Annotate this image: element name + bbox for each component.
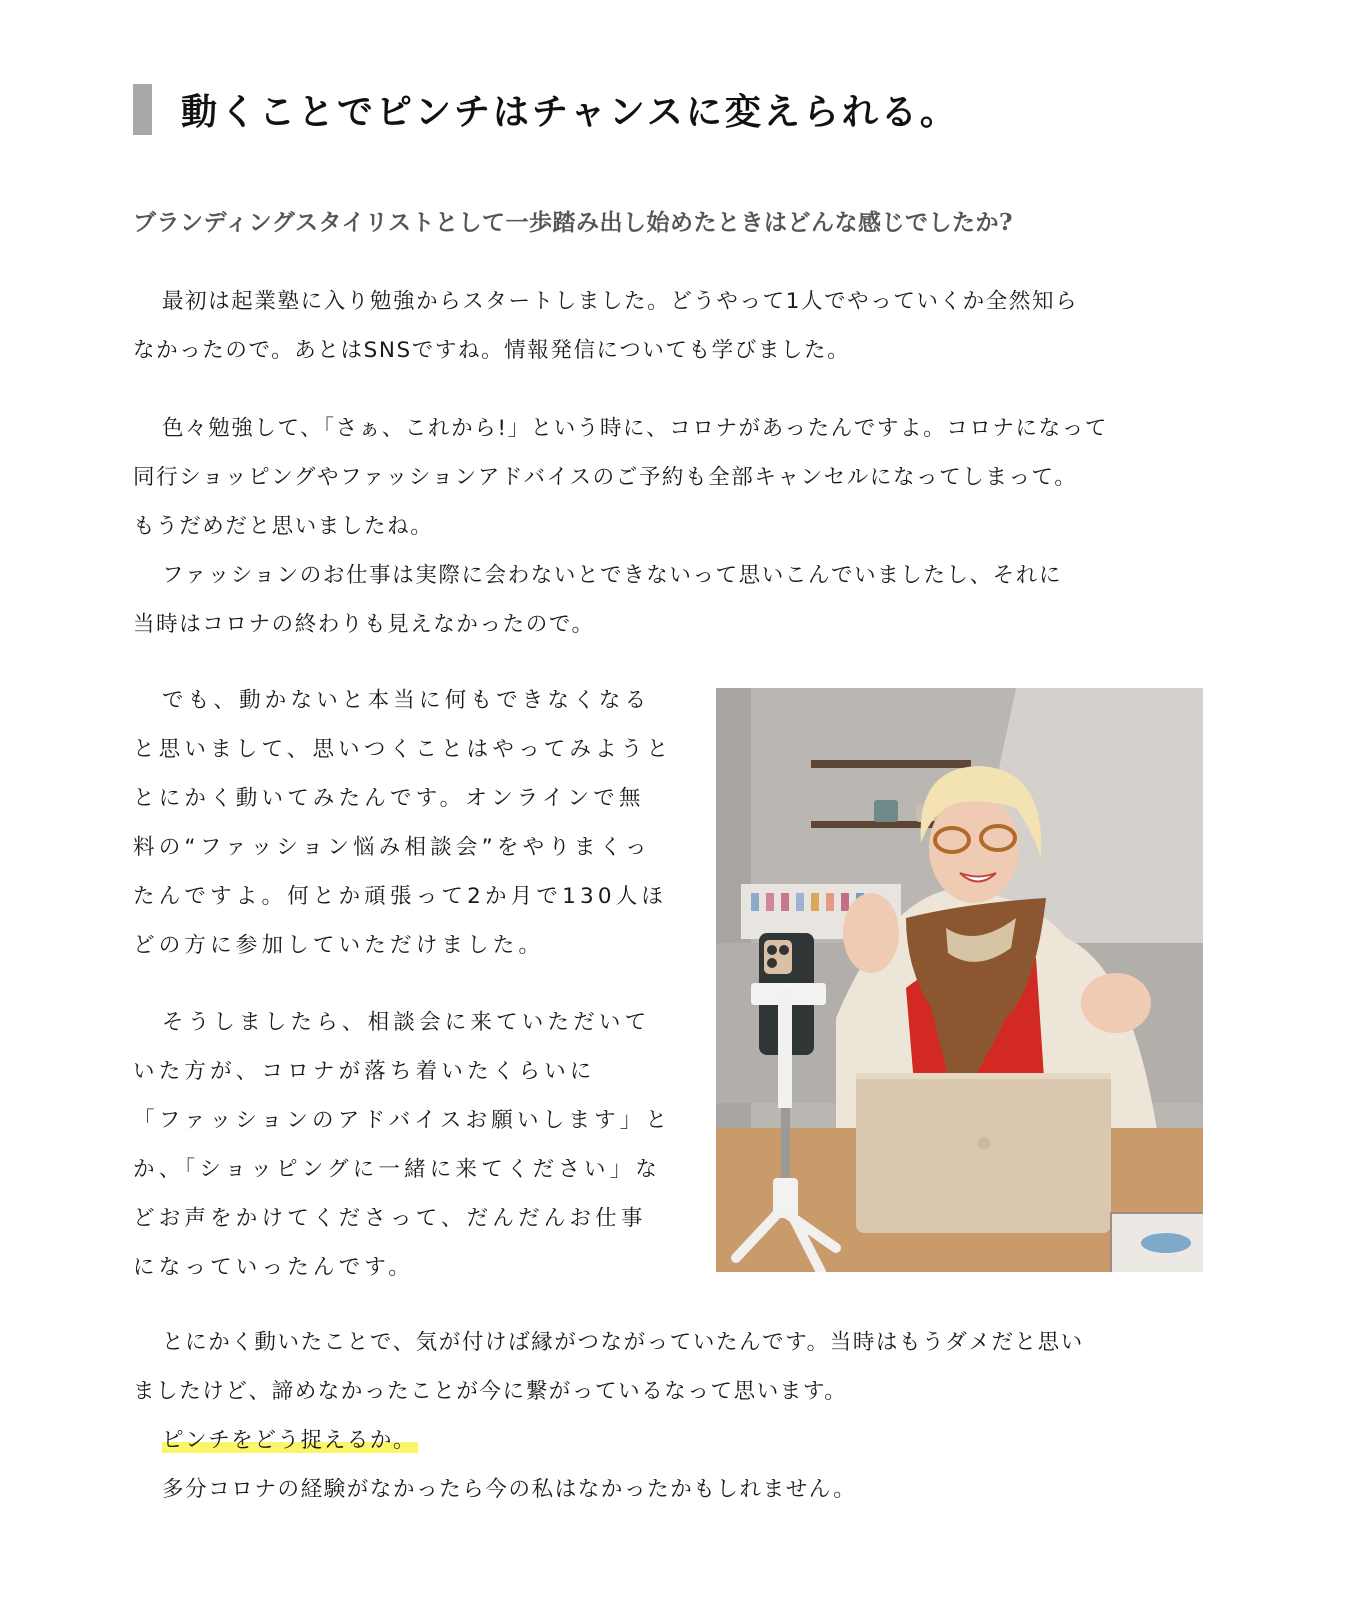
section-headline <box>133 84 959 135</box>
paragraph-line: ファッションのお仕事は実際に会わないとできないって思いこんでいましたし、それに <box>162 563 1063 588</box>
paragraph-line: もうだめだと思いましたね。 <box>133 514 434 539</box>
paragraph-line: とにかく動いてみたんです。オンラインで無 <box>133 786 645 811</box>
paragraph-line: そうしましたら、相談会に来ていただいて <box>162 1010 651 1035</box>
paragraph-line: いた方が、コロナが落ち着いたくらいに <box>133 1059 596 1084</box>
headline-text: 動くことでピンチはチャンスに変えられる。 <box>181 91 959 133</box>
paragraph-line: と思いまして、思いつくことはやってみようと <box>133 737 673 762</box>
paragraph-line: 料の“ファッション悩み相談会”をやりまくっ <box>133 835 651 860</box>
closing-line: 多分コロナの経験がなかったら今の私はなかったかもしれません。 <box>162 1477 857 1502</box>
paragraph-line: 色々勉強して、「さぁ、これから!」という時に、コロナがあったんですよ。コロナになって <box>162 416 1108 441</box>
paragraph-line: 最初は起業塾に入り勉強からスタートしました。どうやって1人でやっていくか全然知ら <box>162 289 1079 314</box>
paragraph-line: 同行ショッピングやファッションアドバイスのご予約も全部キャンセルになってしまって。 <box>133 465 1078 490</box>
answer-paragraph-2 <box>133 404 1203 649</box>
paragraph-line: 「ファッションのアドバイスお願いします」と <box>133 1108 672 1133</box>
answer-paragraph-1 <box>133 277 1203 375</box>
interview-photo <box>716 688 1203 1272</box>
highlight-line <box>133 1416 1203 1465</box>
paragraph-line: とにかく動いたことで、気が付けば縁がつながっていたんです。当時はもうダメだと思い <box>162 1330 1084 1355</box>
highlighted-text: ピンチをどう捉えるか。 <box>162 1428 417 1453</box>
paragraph-line: どの方に参加していただけました。 <box>133 933 545 958</box>
paragraph-line: でも、動かないと本当に何もできなくなる <box>162 688 651 713</box>
answer-paragraph-5 <box>133 1318 1203 1514</box>
paragraph-line: なかったので。あとはSNSですね。情報発信についても学びました。 <box>133 338 851 363</box>
answer-paragraph-3 <box>133 676 673 970</box>
photo-illustration <box>716 688 1203 1272</box>
headline-accent-bar <box>133 84 152 135</box>
interview-question: ブランディングスタイリストとして一歩踏み出し始めたときはどんな感じでしたか? <box>133 209 1014 236</box>
paragraph-line: どお声をかけてくださって、だんだんお仕事 <box>133 1206 647 1231</box>
paragraph-line: 当時はコロナの終わりも見えなかったので。 <box>133 612 595 637</box>
paragraph-line: ましたけど、諦めなかったことが今に繋がっているなって思います。 <box>133 1379 848 1404</box>
answer-paragraph-4 <box>133 998 672 1292</box>
paragraph-line: になっていったんです。 <box>133 1255 414 1280</box>
paragraph-line: たんですよ。何とか頑張って2か月で130人ほ <box>133 884 668 909</box>
paragraph-line: か、「ショッピングに一緒に来てください」な <box>133 1157 662 1182</box>
